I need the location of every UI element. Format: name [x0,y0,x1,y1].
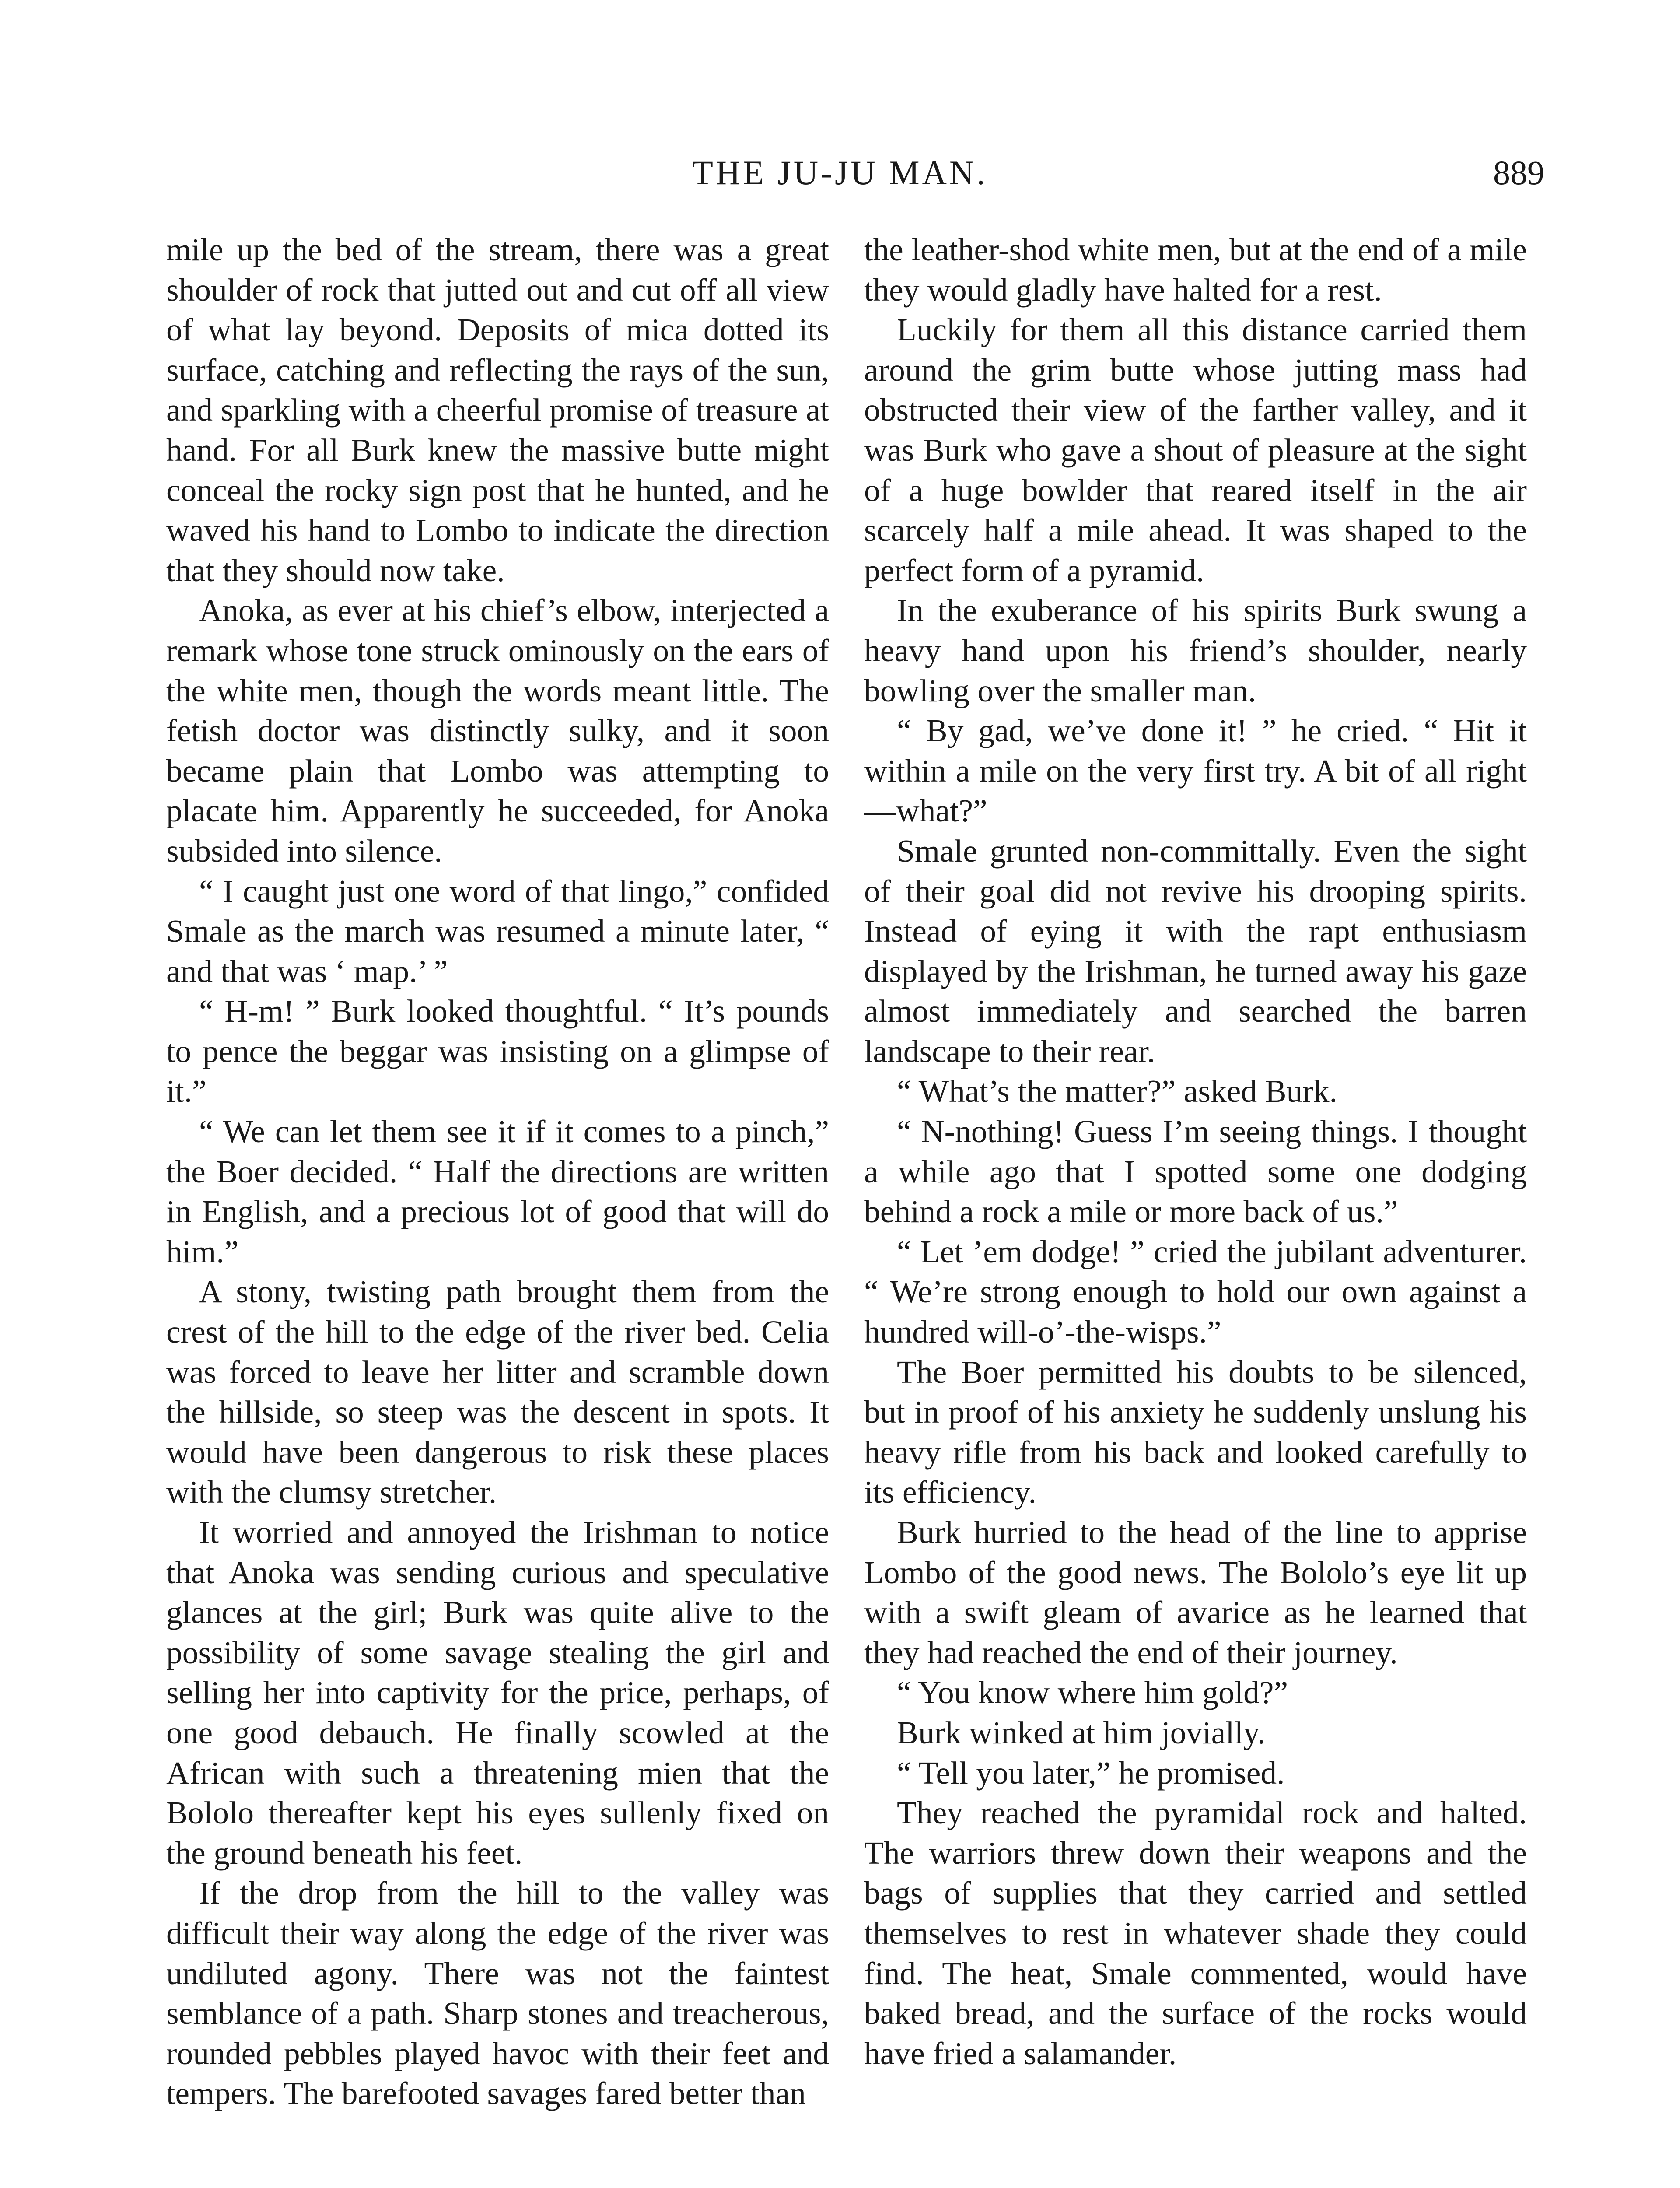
paragraph: “ By gad, we’ve done it! ” he cried. “ Hit it within a mile on the very first try. A bit of all right—what?” [864,713,1527,829]
paragraph: “ What’s the matter?” asked Burk. [897,1073,1337,1109]
paragraph: In the exuberance of his spirits Burk swung a heavy hand upon his friend’s shoulder, nearly bowling over the smaller man. [864,593,1527,708]
page-number: 889 [1493,154,1544,192]
paragraph: “ You know where him gold?” [897,1675,1288,1711]
page-header [0,149,1680,197]
paragraph: Anoka, as ever at his chief’s elbow, interjected a remark whose tone struck ominously on the ears of the white men, though the words meant little. The fetish doctor was distinctly sulky, and it soon became plain that Lombo was attempting to placate him. Apparently he succeeded, for Anoka subsided into silence. [166,593,829,869]
paragraph: Burk hurried to the head of the line to apprise Lombo of the good news. The Bololo’s eye lit up with a swift gleam of avarice as he learned that they had reached the end of their journey. [864,1515,1527,1670]
paragraph: Burk winked at him jovially. [897,1715,1266,1750]
paragraph: mile up the bed of the stream, there was a great shoulder of rock that jutted out and cut off all view of what lay beyond. Deposits of mica dotted its surface, catching and reflecting the rays of the sun, and sparkling with a cheerful promise of treasure at hand. For all Burk knew the massive butte might conceal the rocky sign post that he hunted, and he waved his hand to Lombo to indicate the direction that they should now take. [166,232,829,588]
paragraph: the leather-shod white men, but at the end of a mile they would gladly have halted for a rest. [864,232,1527,308]
paragraph: Luckily for them all this distance carried them around the grim butte whose jutting mass had obstructed their view of the farther valley, and it was Burk who gave a shout of pleasure at the sight of a huge bowlder that reared itself in the air scarcely half a mile ahead. It was shaped to the perfect form of a pyramid. [864,312,1527,588]
paragraph: Smale grunted non-committally. Even the sight of their goal did not revive his drooping spirits. Instead of eying it with the rapt enthusiasm displayed by the Irishman, he turned away his gaze almost immediately and searched the barren landscape to their rear. [864,833,1527,1069]
paragraph: If the drop from the hill to the valley was difficult their way along the edge of the river was undiluted agony. There was not the faintest semblance of a path. Sharp stones and treacherous, rounded pebbles played havoc with their feet and tempers. The barefooted savages fared better than [166,1875,829,2111]
right-column [864,230,1527,2073]
paragraph: The Boer permitted his doubts to be silenced, but in proof of his anxiety he suddenly unslung his heavy rifle from his back and looked carefully to its efficiency. [864,1354,1527,1510]
paragraph: “ I caught just one word of that lingo,” confided Smale as the march was resumed a minute later, “ and that was ‘ map.’ ” [166,873,829,989]
paragraph: “ We can let them see it if it comes to a pinch,” the Boer decided. “ Half the directions are written in English, and a precious lot of good that will do him.” [166,1114,829,1269]
paragraph: A stony, twisting path brought them from the crest of the hill to the edge of the river bed. Celia was forced to leave her litter and scramble down the hillside, so steep was the descent in spots. It would have been dangerous to risk these places with the clumsy stretcher. [166,1274,829,1510]
paragraph: “ H-m! ” Burk looked thoughtful. “ It’s pounds to pence the beggar was insisting on a glimpse of it.” [166,993,829,1109]
paragraph: “ Let ’em dodge! ” cried the jubilant adventurer. “ We’re strong enough to hold our own against a hundred will-o’-the-wisps.” [864,1234,1527,1350]
paragraph: They reached the pyramidal rock and halted. The warriors threw down their weapons and the bags of supplies that they carried and settled themselves to rest in whatever shade they could find. The heat, Smale commented, would have baked bread, and the surface of the rocks would have fried a salamander. [864,1795,1527,2071]
running-title: THE JU-JU MAN. [692,154,988,192]
paragraph: “ Tell you later,” he promised. [897,1755,1285,1791]
paragraph: “ N-nothing! Guess I’m seeing things. I thought a while ago that I spotted some one dodging behind a rock a mile or more back of us.” [864,1114,1527,1230]
left-column [166,230,829,2114]
paragraph: It worried and annoyed the Irishman to notice that Anoka was sending curious and speculative glances at the girl; Burk was quite alive to the possibility of some savage stealing the girl and selling her into captivity for the price, perhaps, of one good debauch. He finally scowled at the African with such a threatening mien that the Bololo thereafter kept his eyes sullenly fixed on the ground beneath his feet. [166,1515,829,1871]
